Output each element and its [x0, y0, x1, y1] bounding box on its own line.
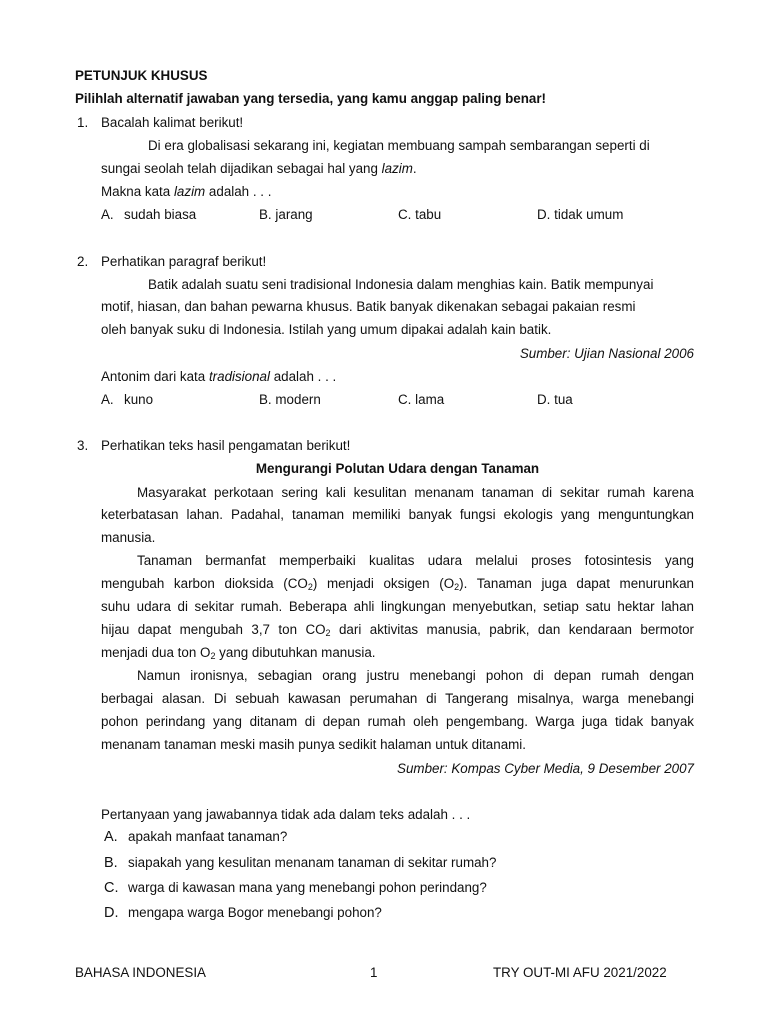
option-c: C. warga di kawasan mana yang menebangi pohon perindang?	[104, 880, 487, 896]
passage-line: oleh banyak suku di Indonesia. Istilah yang umum dipakai adalah kain batik.	[101, 322, 552, 337]
source-citation: Sumber: Ujian Nasional 2006	[519, 346, 694, 361]
option-b: B. siapakah yang kesulitan menanam tanaman di sekitar rumah?	[104, 855, 497, 871]
option-a: A. sudah biasa	[101, 207, 197, 222]
passage-line: mengubah karbon dioksida $(CO_2)$ menjadi oksigen $(O_2)$. Tanaman juga dapat menurunkan	[101, 576, 694, 592]
passage-line: menanam tanaman meski masih punya sedikit halaman untuk ditanami.	[101, 737, 527, 752]
question-number: 2.	[77, 254, 89, 269]
question-stem: Pertanyaan yang jawabannya tidak ada dalam teks adalah . . .	[101, 807, 471, 822]
question-stem: Makna kata lazim adalah . . .	[101, 184, 272, 199]
question-stem: Antonim dari kata tradisional adalah . . .	[101, 369, 337, 384]
passage-line: motif, hiasan, dan bahan pewarna khusus. Batik banyak dikenakan sebagai pakaian resmi	[101, 299, 636, 314]
passage-line: sungai seolah telah dijadikan sebagai hal yang lazim.	[101, 161, 417, 176]
option-d: D. tua	[537, 392, 573, 407]
passage-title: Mengurangi Polutan Udara dengan Tanaman	[255, 461, 540, 476]
question-number: 3.	[77, 438, 89, 453]
question-number: 1.	[77, 115, 89, 130]
passage-line: Di era globalisasi sekarang ini, kegiatan membuang sampah sembarangan seperti di	[148, 138, 650, 153]
footer-subject: BAHASA INDONESIA	[75, 965, 206, 980]
instructions-title: PETUNJUK KHUSUS	[75, 68, 208, 83]
passage-line: Namun ironisnya, sebagian orang justru menebangi pohon di depan rumah dengan	[137, 668, 694, 683]
passage-line: menjadi dua ton $O_2$ yang dibutuhkan manusia.	[101, 645, 376, 661]
passage-line: suhu udara di sekitar rumah. Beberapa ahli lingkungan menyebutkan, setiap satu hektar lahan	[101, 599, 694, 614]
passage-line: Masyarakat perkotaan sering kali kesulitan menanam tanaman di sekitar rumah karena	[137, 485, 694, 500]
question-prompt: Perhatikan teks hasil pengamatan berikut!	[101, 438, 351, 453]
option-a: A. kuno	[101, 392, 154, 407]
option-a: A. apakah manfaat tanaman?	[104, 829, 288, 845]
passage-line: pohon perindang yang ditanam di depan rumah oleh pengembang. Warga juga tidak banyak	[101, 714, 694, 729]
passage-line: berbagai alasan. Di sebuah kawasan perumahan di Tangerang misalnya, warga menebangi	[101, 691, 694, 706]
page-number: 1	[370, 965, 378, 980]
question-prompt: Perhatikan paragraf berikut!	[101, 254, 267, 269]
passage-line: keterbatasan lahan. Padahal, tanaman memiliki banyak fungsi ekologis yang menguntungkan	[101, 507, 694, 522]
option-c: C. tabu	[398, 207, 442, 222]
question-prompt: Bacalah kalimat berikut!	[101, 115, 244, 130]
source-citation: Sumber: Kompas Cyber Media, 9 Desember 2007	[397, 761, 694, 776]
option-b: B. modern	[259, 392, 321, 407]
option-d: D. mengapa warga Bogor menebangi pohon?	[104, 905, 382, 921]
option-d: D. tidak umum	[537, 207, 624, 222]
footer-exam-title: TRY OUT-MI AFU 2021/2022	[493, 965, 667, 980]
instructions-subtitle: Pilihlah alternatif jawaban yang tersedia, yang kamu anggap paling benar!	[75, 91, 547, 106]
option-b: B. jarang	[259, 207, 313, 222]
passage-line: manusia.	[101, 530, 156, 545]
passage-line: Tanaman bermanfat memperbaiki kualitas udara melalui proses fotosintesis yang	[137, 553, 694, 568]
option-c: C. lama	[398, 392, 445, 407]
passage-line: hijau dapat mengubah 3,7 ton $CO_2$ dari aktivitas manusia, pabrik, dan kendaraan bermotor	[101, 622, 694, 638]
passage-line: Batik adalah suatu seni tradisional Indonesia dalam menghias kain. Batik mempunyai	[148, 277, 654, 292]
